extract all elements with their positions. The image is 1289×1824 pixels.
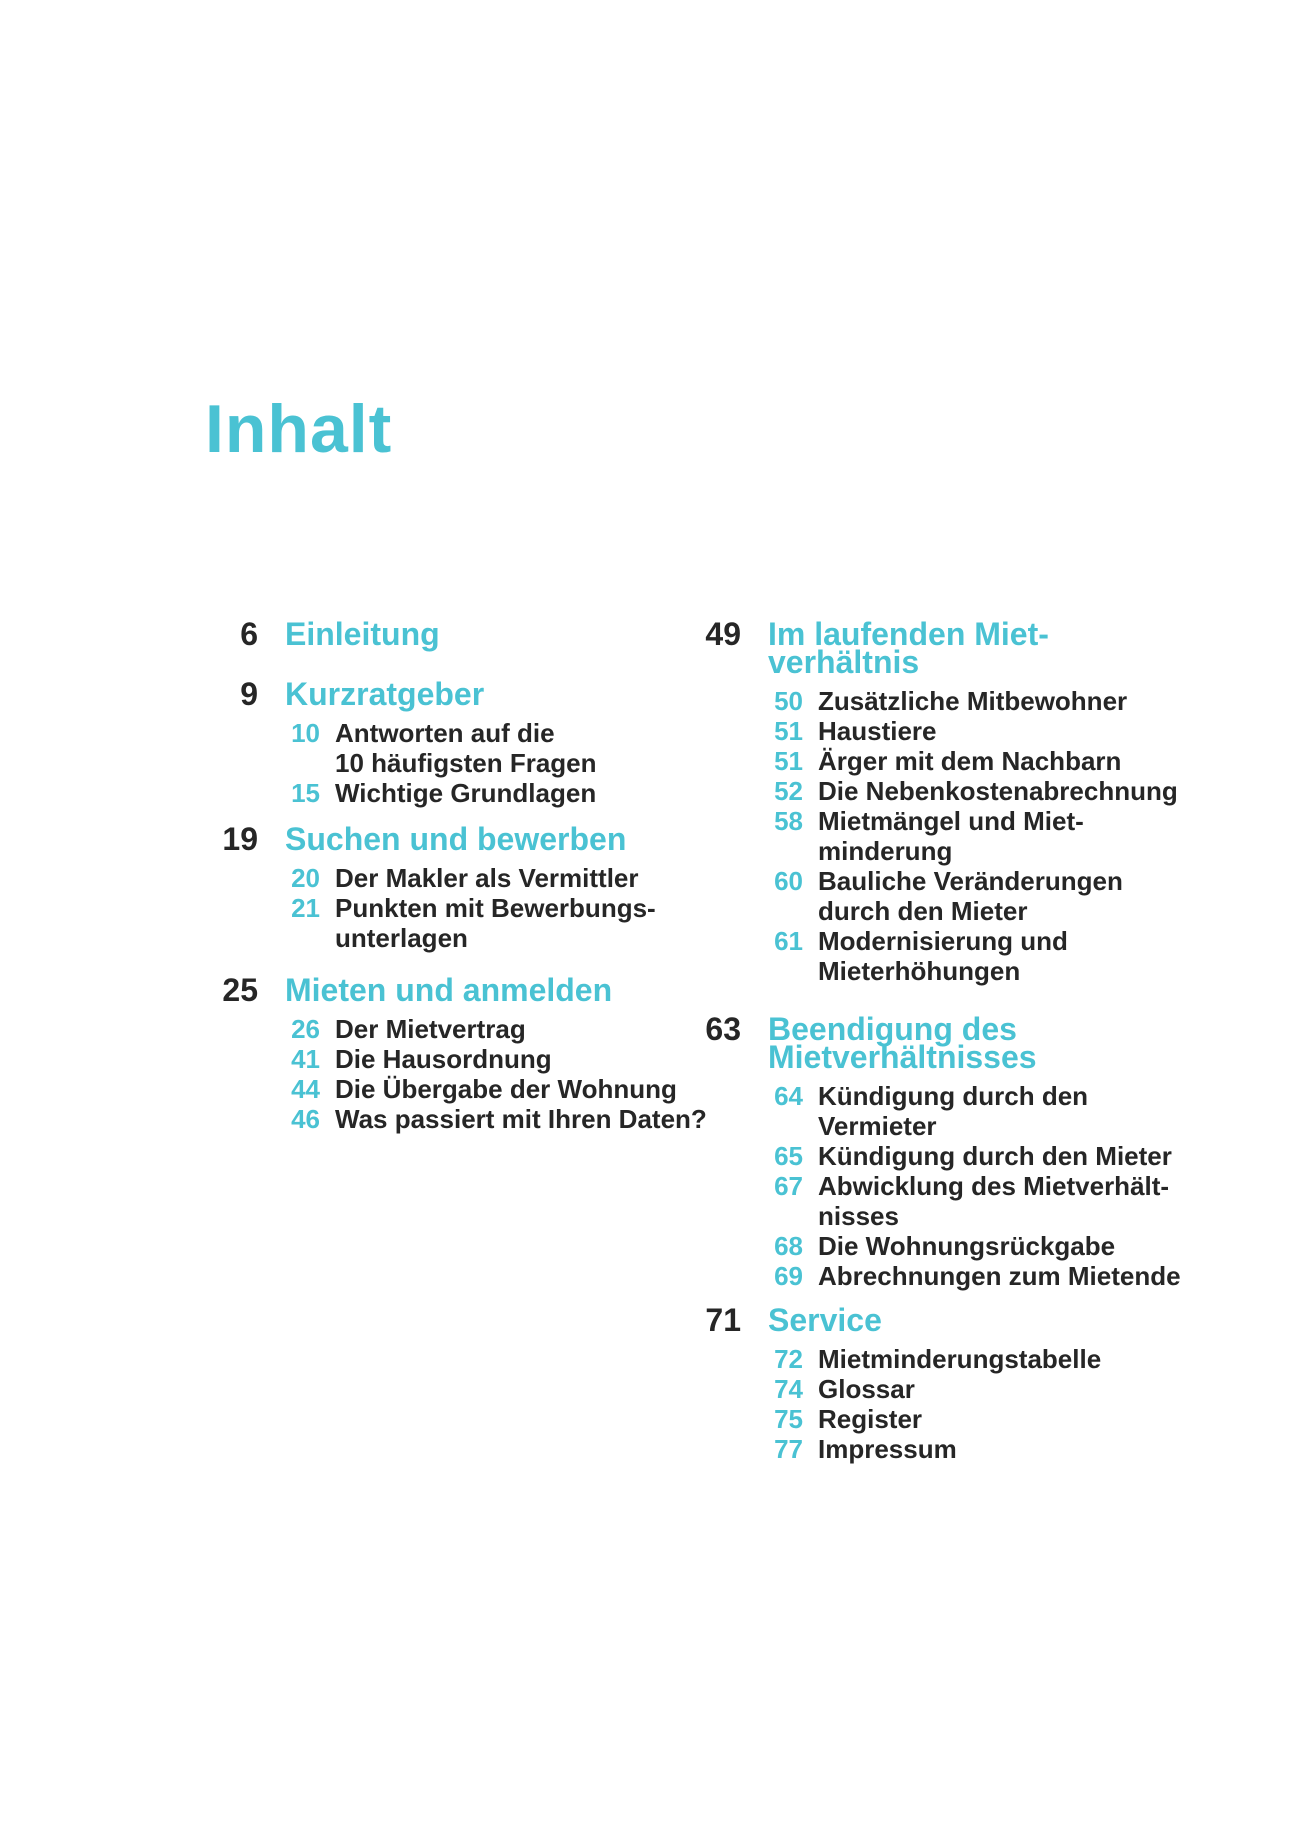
subentry-title-line: Bauliche Veränderungen [818,866,1123,896]
subentry-page-number: 58 [774,806,803,836]
subentry-title-line: 10 häufigsten Fragen [335,748,597,778]
subentry-title [818,1231,1115,1261]
subentry-title-line: Punkten mit Bewerbungs- [335,893,656,923]
subentry-title [818,1404,922,1434]
subentry-title-line: Kündigung durch den [818,1081,1089,1111]
subentry-title-line: Die Nebenkostenabrechnung [818,776,1178,806]
subentry-title [818,1344,1101,1374]
subentry-title [818,746,1121,776]
subentry-title [818,866,1123,926]
subentry-title-line: durch den Mieter [818,896,1028,926]
toc-subentry [195,1104,725,1134]
subentry-page-number: 52 [774,776,803,806]
chapter-title-line: Service [768,1302,882,1338]
subentry-title-line: Mietmängel und Miet- [818,806,1084,836]
subentry-page-number: 50 [774,686,803,716]
subentry-title-line: Die Wohnungsrückgabe [818,1231,1116,1261]
subentry-list [195,1014,725,1134]
subentry-title-line: Der Mietvertrag [335,1014,526,1044]
chapter-kurzratgeber [195,676,725,808]
toc-subentry [678,1434,1208,1464]
toc-subentry [678,926,1208,986]
subentry-title-line: Abrechnungen zum Mietende [818,1261,1181,1291]
subentry-title-line: Vermieter [818,1111,937,1141]
subentry-page-number: 60 [774,866,803,896]
subentry-title-line: Die Übergabe der Wohnung [335,1074,677,1104]
subentry-title-line: Zusätzliche Mitbewohner [818,686,1128,716]
subentry-page-number: 61 [774,926,803,956]
toc-subentry [678,746,1208,776]
chapter-entry [678,1011,1208,1075]
toc-subentry [678,686,1208,716]
subentry-title [335,778,596,808]
subentry-title [335,1074,677,1104]
chapter-page-number: 63 [705,1011,741,1047]
subentry-page-number: 41 [291,1044,320,1074]
subentry-list [195,863,725,953]
subentry-list [678,1081,1208,1291]
subentry-page-number: 69 [774,1261,803,1291]
chapter-title-line: Mieten und anmelden [285,972,613,1008]
subentry-title [818,776,1178,806]
toc-subentry [678,1141,1208,1171]
subentry-title [818,806,1084,866]
subentry-page-number: 77 [774,1434,803,1464]
subentry-title [818,686,1127,716]
subentry-title [335,1104,707,1134]
subentry-title-line: nisses [818,1201,899,1231]
subentry-title-line: Mietminderungstabelle [818,1344,1102,1374]
chapter-entry [678,1302,1208,1338]
chapter-entry [195,821,725,857]
chapter-mieten-und-anmelden [195,972,725,1134]
chapter-title-line: verhältnis [768,644,920,680]
chapter-page-number: 19 [222,821,258,857]
chapter-entry [195,676,725,712]
subentry-title [818,1434,957,1464]
subentry-list [678,686,1208,986]
chapter-page-number: 9 [240,676,258,712]
toc-subentry [195,1044,725,1074]
toc-subentry [678,716,1208,746]
chapter-title-line: Mietverhältnisses [768,1039,1037,1075]
subentry-page-number: 46 [291,1104,320,1134]
subentry-page-number: 21 [291,893,320,923]
chapter-im-laufenden-mietverhaeltnis [678,616,1208,986]
subentry-title-line: Mieterhöhungen [818,956,1021,986]
toc-subentry [678,1344,1208,1374]
chapter-title [768,616,1049,680]
toc-subentry [195,1014,725,1044]
chapter-title [285,972,613,1008]
chapter-title [768,1302,882,1338]
chapter-title [285,821,627,857]
subentry-page-number: 15 [291,778,320,808]
subentry-title-line: Der Makler als Vermittler [335,863,639,893]
subentry-title-line: Wichtige Grundlagen [335,778,597,808]
chapter-title-line: Einleitung [285,616,440,652]
subentry-title-line: Ärger mit dem Nachbarn [818,746,1122,776]
subentry-title-line: Register [818,1404,923,1434]
chapter-beendigung-des-mietverhaeltnisses [678,1011,1208,1291]
toc-subentry [195,893,725,953]
chapter-title [285,616,440,652]
chapter-page-number: 25 [222,972,258,1008]
page-title: Inhalt [205,391,393,467]
chapter-entry [678,616,1208,680]
subentry-title-line: Abwicklung des Mietverhält- [818,1171,1170,1201]
chapter-page-number: 49 [705,616,741,652]
chapter-suchen-und-bewerben [195,821,725,953]
subentry-title-line: Haustiere [818,716,937,746]
subentry-title [818,1261,1181,1291]
subentry-title [818,1171,1169,1231]
chapter-title-line: Beendigung des [768,1011,1017,1047]
subentry-page-number: 10 [291,718,320,748]
toc-subentry [678,776,1208,806]
subentry-page-number: 72 [774,1344,803,1374]
subentry-title [818,1081,1088,1141]
toc-subentry [195,1074,725,1104]
subentry-list [195,718,725,808]
subentry-page-number: 26 [291,1014,320,1044]
toc-subentry [678,1404,1208,1434]
subentry-page-number: 64 [774,1081,803,1111]
subentry-title-line: unterlagen [335,923,468,953]
subentry-title-line: Was passiert mit Ihren Daten? [335,1104,707,1134]
subentry-page-number: 67 [774,1171,803,1201]
toc-subentry [678,806,1208,866]
subentry-page-number: 20 [291,863,320,893]
subentry-page-number: 44 [291,1074,320,1104]
toc-subentry [195,863,725,893]
toc-subentry [678,1261,1208,1291]
subentry-title-line: Kündigung durch den Mieter [818,1141,1172,1171]
subentry-title [818,1374,915,1404]
toc-subentry [678,866,1208,926]
chapter-page-number: 71 [705,1302,741,1338]
subentry-title [335,1044,552,1074]
chapter-page-number: 6 [240,616,258,652]
subentry-page-number: 75 [774,1404,803,1434]
subentry-title-line: Glossar [818,1374,915,1404]
subentry-title [335,1014,526,1044]
toc-subentry [678,1374,1208,1404]
toc-subentry [678,1081,1208,1141]
subentry-page-number: 51 [774,716,803,746]
chapter-title-line: Kurzratgeber [285,676,485,712]
chapter-service [678,1302,1208,1464]
subentry-title [335,893,656,953]
subentry-page-number: 68 [774,1231,803,1261]
subentry-page-number: 74 [774,1374,803,1404]
subentry-title [818,1141,1172,1171]
chapter-title [285,676,485,712]
subentry-list [678,1344,1208,1464]
toc-subentry [678,1231,1208,1261]
subentry-title [335,863,639,893]
toc-subentry [195,718,725,778]
subentry-title-line: Antworten auf die [335,718,555,748]
subentry-title-line: Die Hausordnung [335,1044,552,1074]
subentry-title-line: Impressum [818,1434,957,1464]
subentry-page-number: 65 [774,1141,803,1171]
subentry-title-line: Modernisierung und [818,926,1068,956]
chapter-title-line: Im laufenden Miet- [768,616,1049,652]
subentry-title [335,718,597,778]
chapter-title [768,1011,1037,1075]
toc-subentry [195,778,725,808]
chapter-entry [195,972,725,1008]
chapter-title-line: Suchen und bewerben [285,821,627,857]
subentry-title [818,926,1068,986]
subentry-title [818,716,937,746]
subentry-title-line: minderung [818,836,953,866]
subentry-page-number: 51 [774,746,803,776]
toc-subentry [678,1171,1208,1231]
